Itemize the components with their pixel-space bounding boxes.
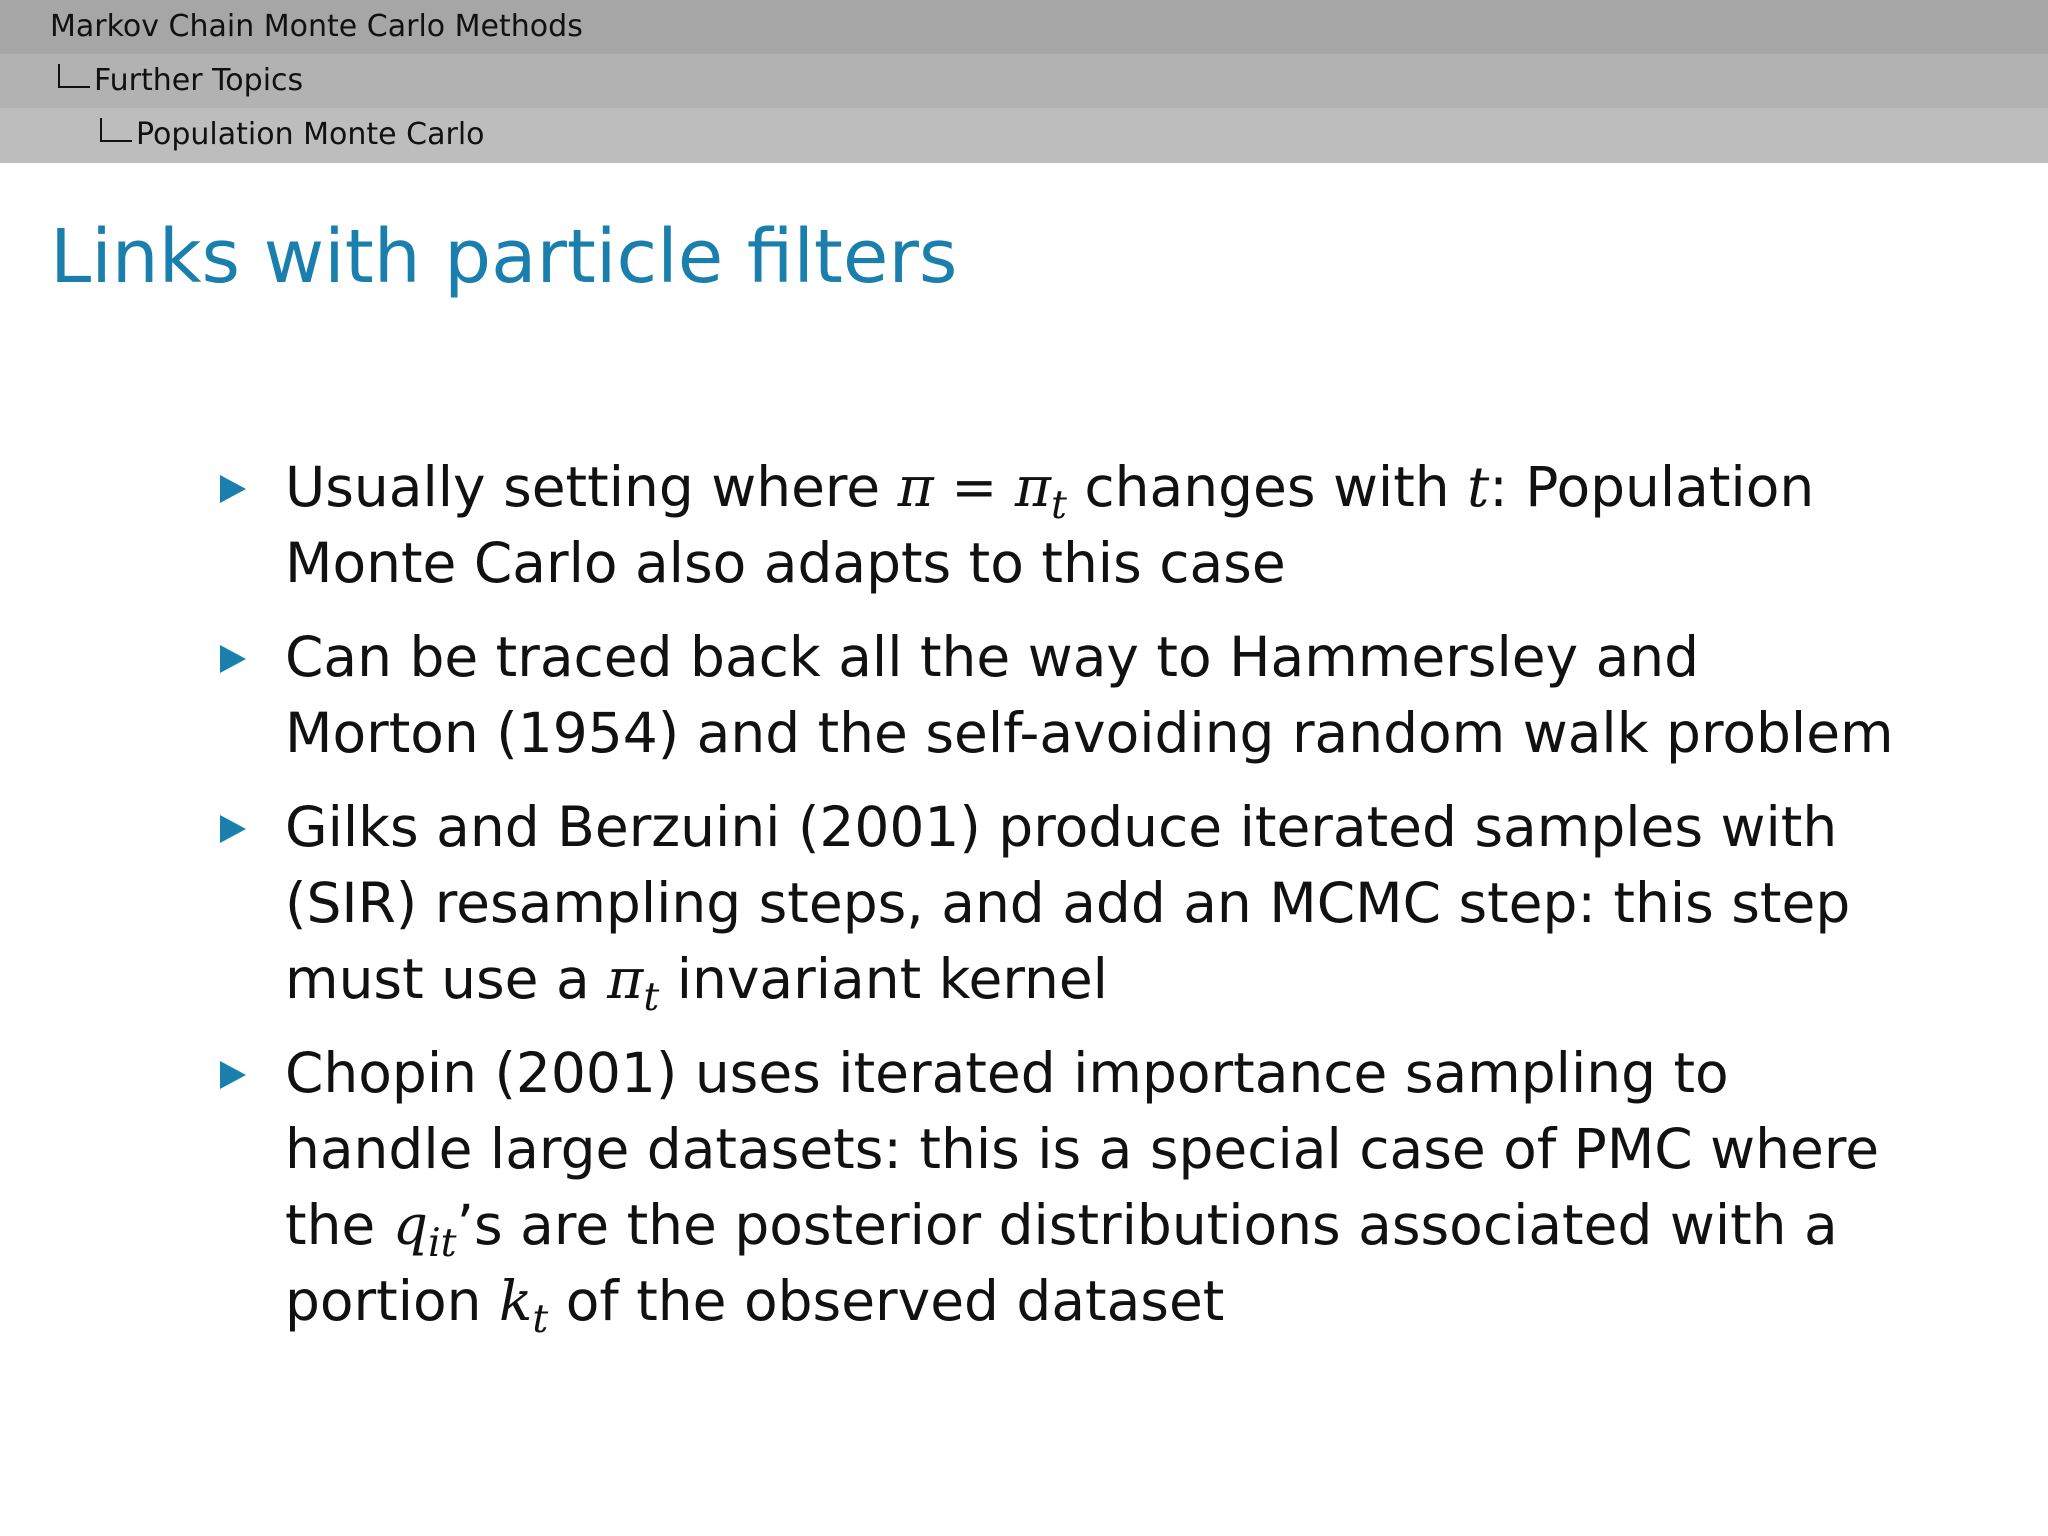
bullet-item [220, 449, 1900, 601]
bullet-text: Can be traced back all the way to Hammersley and Morton (1954) and the self-avoiding random walk problem [285, 625, 1894, 765]
tree-elbow-icon [100, 118, 132, 142]
math-k-t: $k_t$ [499, 1269, 549, 1342]
triangle-bullet-icon [220, 475, 246, 503]
bullet-text: Chopin (2001) uses iterated importance sampling to handle large datasets: this is a special case of PMC where the $q_{it}’s$ are the posterior distributions associated with a portion $k_t$ of the observed dataset [285, 1041, 1880, 1342]
header-subsection-label: Further Topics [94, 63, 304, 98]
bullet-item [220, 1035, 1900, 1342]
triangle-bullet-icon [220, 815, 246, 843]
bullet-item [220, 619, 1900, 771]
bullet-text: Usually setting where $\pi = \pi_t$ changes with t: Population Monte Carlo also adapts to this case [285, 455, 1815, 595]
header-section-label: Markov Chain Monte Carlo Methods [50, 9, 583, 44]
header-subsection [0, 54, 2048, 108]
math-equals: = [933, 455, 1015, 519]
bullet-list [220, 449, 1900, 1357]
triangle-bullet-icon [220, 645, 246, 673]
math-pi: π [897, 455, 934, 519]
header-section [0, 0, 2048, 54]
header-subsubsection-label: Population Monte Carlo [136, 117, 485, 152]
bullet-text: Gilks and Berzuini (2001) produce iterated samples with (SIR) resampling steps, and add an MCMC step: this step must use a $\pi_t$ invariant kernel [285, 795, 1851, 1020]
slide-title: Links with particle filters [50, 214, 958, 300]
bullet-item [220, 789, 1900, 1020]
tree-elbow-icon [58, 64, 90, 88]
triangle-bullet-icon [220, 1061, 246, 1089]
math-pi-t: $\pi_t$ [607, 947, 660, 1020]
math-pi-t: $\pi_t$ [1014, 455, 1067, 528]
math-q-it: $q_{it}$ [392, 1193, 457, 1266]
header-subsubsection [0, 108, 2048, 163]
math-t: t [1467, 455, 1490, 519]
